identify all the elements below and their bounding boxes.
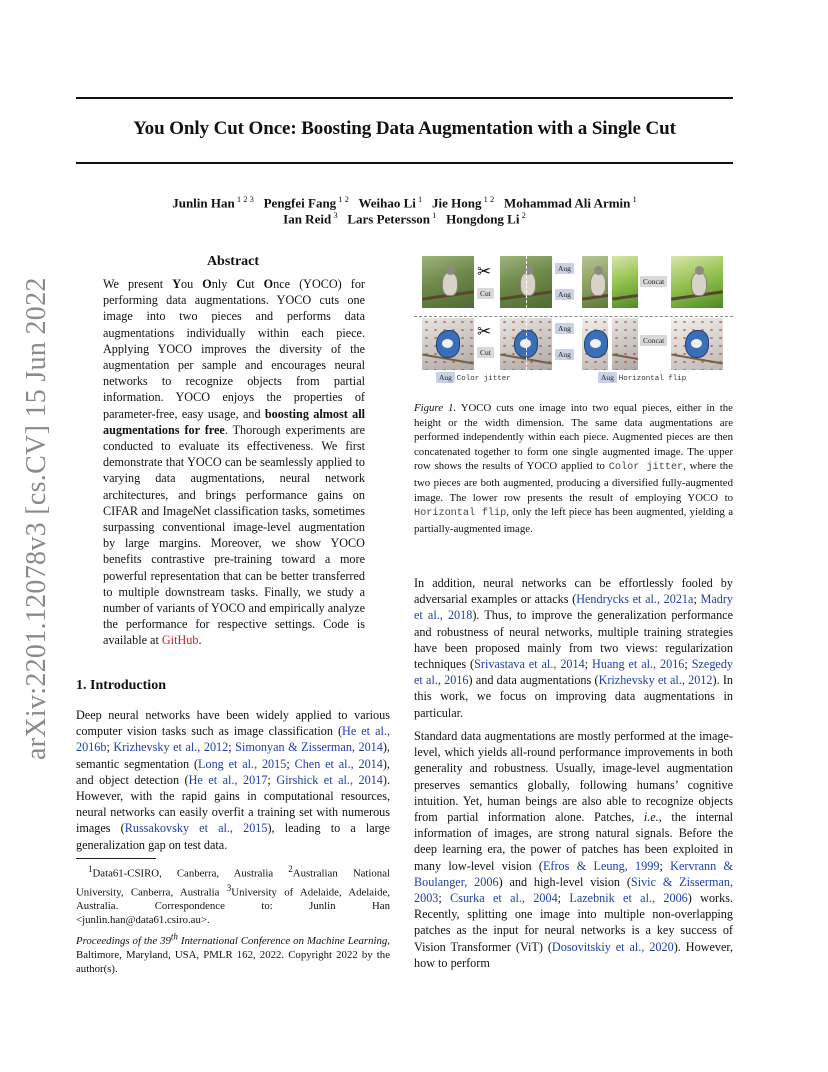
legend-horizontal-flip: Aug Horizontal flip xyxy=(598,372,686,384)
body-text: ; xyxy=(286,756,295,771)
citation-link[interactable]: Sivic & Zisserman, 2003 xyxy=(414,874,733,906)
section-heading-introduction: 1. Introduction xyxy=(76,678,166,693)
body-text: ) and high-level vision ( xyxy=(498,874,631,889)
citation-link[interactable]: Efros & Leung, 1999 xyxy=(542,858,660,873)
right-paragraph-2 xyxy=(414,728,733,971)
citation-link[interactable]: Krizhevsky et al., 2012 xyxy=(598,673,713,688)
author-name: Pengfei Fang xyxy=(263,195,337,211)
body-text: ; xyxy=(106,740,114,755)
body-text: In addition, neural networks can be effortlessly fooled by adversarial examples or attacks ( xyxy=(414,576,733,607)
concat-label: Concat xyxy=(640,276,667,287)
body-text: ), leading to a large generalization gap on test data. xyxy=(76,821,390,852)
body-text: ). In this work, we focus on improving data augmentations in particular. xyxy=(414,673,734,720)
citation-link[interactable]: Huang et al., 2016 xyxy=(592,657,685,672)
author-name: Jie Hong xyxy=(432,195,482,211)
citation-link[interactable]: Srivastava et al., 2014 xyxy=(474,657,585,672)
body-text: ; xyxy=(659,858,671,873)
citation-link[interactable]: Dosovitskiy et al., 2020 xyxy=(551,939,674,954)
author-affiliation: 1 xyxy=(630,194,637,204)
citation-link[interactable]: Lazebnik et al., 2006 xyxy=(569,891,688,906)
figure-1 xyxy=(414,252,733,384)
aug-label: Aug xyxy=(555,349,574,360)
italic-text: i.e. xyxy=(643,810,659,825)
body-text: ; xyxy=(267,772,277,787)
proceedings-footnote: Proceedings of the 39th International Conference on Machine Learning, Baltimore, Maryland, USA, PMLR 162, 2022. Copyright 2022 by the author(s). xyxy=(76,931,390,975)
arxiv-identifier: arXiv:2201.12078v3 [cs.CV] 15 Jun 2022 xyxy=(21,277,52,760)
abstract-heading: Abstract xyxy=(206,254,260,269)
citation-link[interactable]: Chen et al., 2014 xyxy=(294,756,383,771)
author-affiliation: 1 2 xyxy=(336,194,349,204)
bird-cut-image xyxy=(500,256,552,308)
citation-link[interactable]: Russakovsky et al., 2015 xyxy=(124,821,268,836)
affiliation-footnote: $^1$Data61-CSIRO, Canberra, Australia $^2$Australian National University, Canberra, Australia $^3$University of Adelaide, Adelaide, Australia. Correspondence to: Junlin Han <junlin.han@data61.csiro.au>. xyxy=(76,864,390,927)
bluejay-original-image xyxy=(422,318,474,370)
body-text: ; xyxy=(693,592,701,607)
figure-row-separator xyxy=(414,316,733,317)
body-text: ). However, how to perform xyxy=(414,939,733,970)
body-text: ; xyxy=(438,891,451,906)
body-text: ; xyxy=(557,891,570,906)
bird-augmented-right-piece xyxy=(612,256,638,308)
top-rule xyxy=(76,97,733,99)
aug-label: Aug xyxy=(555,263,574,274)
body-text: ) and data augmentations ( xyxy=(468,673,599,688)
body-text: , the internal information of images, are strong natural signals. Before the deep learning era, the power of patches has been exploited in many low-level vision ( xyxy=(414,810,733,873)
body-text: ; xyxy=(684,657,692,672)
body-text: ; xyxy=(584,657,593,672)
author-name: Weihao Li xyxy=(358,195,416,211)
author-affiliation: 2 xyxy=(519,210,526,220)
body-text: Deep neural networks have been widely applied to various computer vision tasks such as image classification ( xyxy=(76,708,390,739)
footnote-rule xyxy=(76,858,156,859)
author-affiliation: 1 2 3 xyxy=(234,194,254,204)
body-text: Standard data augmentations are mostly performed at the image-level, which yields all-round performance improvements in both generality and robustness. Usually, image-level augmentation preserves semantics globally, following humans’ cognitive intuition. Yet, human beings are also able to recognize objects from partial information alone. Patches, xyxy=(414,729,733,825)
author-name: Junlin Han xyxy=(172,195,235,211)
aug-label: Aug xyxy=(555,323,574,334)
author-name: Mohammad Ali Armin xyxy=(504,195,631,211)
citation-link[interactable]: Madry et al., 2018 xyxy=(414,592,734,623)
bluejay-cut-image xyxy=(500,318,552,370)
scissors-icon: ✂ xyxy=(477,322,492,342)
author-line-2 xyxy=(76,207,733,227)
abstract-bold-claim: boosting almost all augmentations for free xyxy=(103,406,365,437)
bluejay-augmented-right-piece xyxy=(612,318,638,370)
body-text: ; xyxy=(228,740,236,755)
figure-1-caption: Figure 1. YOCO cuts one image into two equal pieces, either in the height or the width dimension. The same data augmentations are performed independently within each piece. Augmented pieces are then concatenated together to form one single augmented image. The upper row shows the results of YOCO applied to Color jitter, where the two pieces are both augmented, producing a diversified fully-augmented image. The lower row presents the result of employing YOCO to Horizontal flip, only the left piece has been augmented, yielding a partially-augmented image. xyxy=(414,402,733,535)
bird-original-image xyxy=(422,256,474,308)
concat-label: Concat xyxy=(640,335,667,346)
right-paragraph-1 xyxy=(414,575,733,721)
bluejay-augmented-left-piece xyxy=(582,318,608,370)
scissors-icon: ✂ xyxy=(477,262,492,282)
citation-link[interactable]: Kervrann & Boulanger, 2006 xyxy=(414,858,734,889)
body-text: ) works. Recently, splitting one image into multiple non-overlapping patches as the input for neural networks is a key success of Vision Transformer (ViT) ( xyxy=(414,891,734,954)
bird-yoco-result-image xyxy=(671,256,723,308)
citation-link[interactable]: Krizhevsky et al., 2012 xyxy=(113,740,229,755)
intro-paragraph-1 xyxy=(76,707,390,853)
body-text: ). However, with the rapid gains in computational resources, neural networks can easily overfit a training set with numerous images ( xyxy=(76,772,390,836)
body-text: ). Thus, to improve the generalization performance and robustness of neural networks, multiple training strategies have been proposed mainly from two views: regularization techniques ( xyxy=(414,608,734,672)
abstract-body: We present You Only Cut Once (YOCO) for performing data augmentations. YOCO cuts one image into two pieces and performs data augmentations individually within each piece. Applying YOCO improves the diversity of the augmentation per sample and encourages neural networks to recognize objects from partial information. YOCO enjoys the properties of parameter-free, easy usage, and boosting almost all augmentations for free. Thorough experiments are conducted to evaluate its effectiveness. We first demonstrate that YOCO can be seamlessly applied to varying data augmentations, neural network architectures, and brings performance gains on CIFAR and ImageNet classification tasks, sometimes surpassing conventional image-level augmentation by large margins. Moreover, we show YOCO benefits contrastive pre-training toward a more powerful representation that can be better transferred to multiple downstream tasks. Finally, we study a number of variants of YOCO and empirically analyze the performance for respective settings. Code is available at GitHub. xyxy=(103,277,365,648)
citation-link[interactable]: Csurka et al., 2004 xyxy=(450,891,558,906)
aug-label: Aug xyxy=(555,289,574,300)
citation-link[interactable]: He et al., 2017 xyxy=(188,772,268,787)
body-text: ), semantic segmentation ( xyxy=(76,740,390,771)
author-affiliation: 3 xyxy=(331,210,338,220)
paper-title: You Only Cut Once: Boosting Data Augmentation with a Single Cut xyxy=(133,118,676,139)
author-affiliation: 1 xyxy=(415,194,423,204)
citation-link[interactable]: Szegedy et al., 2016 xyxy=(414,657,734,688)
github-link[interactable]: GitHub xyxy=(161,633,199,648)
citation-link[interactable]: He et al., 2016b xyxy=(76,724,390,755)
bird-augmented-left-piece xyxy=(582,256,608,308)
title-bottom-rule xyxy=(76,162,733,164)
cut-label: Cut xyxy=(477,288,494,299)
legend-color-jitter: Aug Color jitter xyxy=(436,372,511,384)
author-name: Hongdong Li xyxy=(446,211,520,227)
citation-link[interactable]: Girshick et al., 2014 xyxy=(276,772,383,787)
author-name: Ian Reid xyxy=(283,211,332,227)
author-affiliation: 1 xyxy=(430,210,437,220)
author-affiliation: 1 2 xyxy=(481,194,495,204)
author-name: Lars Petersson xyxy=(347,211,430,227)
citation-link[interactable]: Simonyan & Zisserman, 2014 xyxy=(235,740,383,755)
bluejay-yoco-result-image xyxy=(671,318,723,370)
cut-label: Cut xyxy=(477,347,494,358)
citation-link[interactable]: Long et al., 2015 xyxy=(198,756,287,771)
body-text: ), and object detection ( xyxy=(76,756,390,787)
citation-link[interactable]: Hendrycks et al., 2021a xyxy=(576,592,694,607)
